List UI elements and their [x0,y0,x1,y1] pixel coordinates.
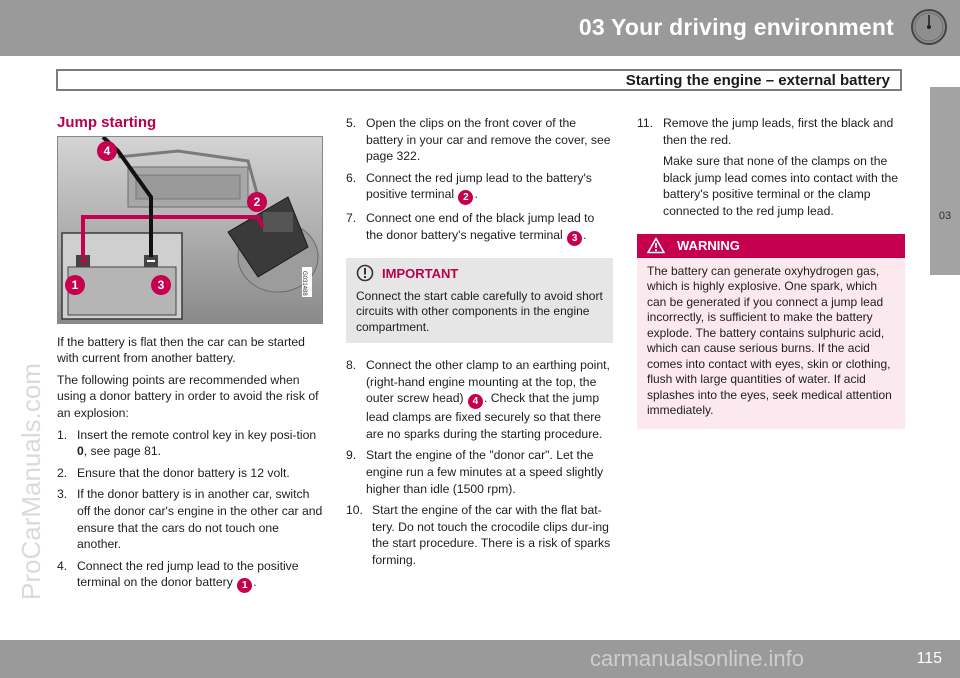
figure-code: G031488 [301,270,307,296]
step-number: 4. [57,558,68,573]
step-text: . [583,227,587,242]
column-middle [346,115,613,574]
step-text: Start the engine of the car with the flat bat-tery. Do not touch the crocodile clips dur-ing the start procedure. There is a risk of sparks forming. [372,503,611,567]
intro-paragraph: The following points are recommended when using a donor battery in order to avoid the risk of an explosion: [57,372,319,420]
step-text: Connect one end of the black jump lead to the donor battery's negative terminal [366,211,595,242]
step-note: Make sure that none of the clamps on the black jump lead comes into contact with the battery's positive terminal or the clamp connected to the red jump lead. [663,154,899,218]
watermark-bottom: carmanualsonline.info [590,646,805,671]
chapter-title: 03 Your driving environment [578,14,894,40]
warning-triangle-icon [647,237,665,254]
steps-list [346,357,613,569]
list-item [637,115,905,220]
step-number: 6. [346,170,357,185]
warning-box [637,234,905,429]
step-number: 3. [57,487,68,502]
callout-1: 1 [65,275,85,295]
callout-2: 2 [247,192,267,212]
steps-list [57,427,323,594]
chapter-tab-number: 03 [938,210,952,222]
intro-paragraph: If the battery is flat then the car can be started with current from another battery. [57,334,305,366]
step-number: 9. [346,448,357,463]
speedometer-icon [910,8,948,46]
step-number: 2. [57,465,68,480]
step-text: Remove the jump leads, first the black and then the red. [663,116,894,147]
warning-text: The battery can generate oxyhydrogen gas, which is highly explosive. One spark, which can be generated if you connect a jump lead incorrectly, is sufficient to make the battery explode. The battery contains sulphuric acid, which can cause serious burns. If the acid comes into contact with eyes, skin or clothing, flush with large quantities of water. If acid splashes into the eyes, seek medical attention immediately. [647,263,892,418]
list-item [57,465,323,482]
steps-list [346,115,613,246]
step-text: Connect the red jump lead to the battery's positive terminal [366,170,592,202]
section-title: Starting the engine – external battery [625,72,890,89]
list-item [346,115,613,165]
step-number: 10. [346,503,363,518]
chapter-tab [930,87,960,275]
step-text: Connect the other clamp to an earthing point, (right-hand engine mounting at the top, the outer screw head) [366,358,610,406]
exclamation-circle-icon [356,264,374,282]
list-item [346,357,613,442]
column-left [57,115,323,598]
step-number: 7. [346,211,357,226]
step-text: Open the clips on the front cover of the battery in your car and remove the cover, see page 322. [366,116,611,164]
step-text: Insert the remote control key in key posi-tion [77,427,317,442]
callout-badge: 1 [237,578,252,593]
page-number: 115 [916,650,942,667]
warning-header [637,234,905,258]
sub-heading: Jump starting [57,114,157,131]
steps-list [637,115,905,220]
list-item [57,486,323,552]
important-box [346,258,613,343]
callout-4: 4 [97,141,117,161]
column-right [637,115,905,429]
step-text: . [253,575,257,590]
important-title: IMPORTANT [382,265,459,281]
step-text: Start the engine of the "donor car". Let the engine run a few minutes at a speed slightly higher than idle (1500 rpm). [366,448,604,496]
list-item [346,170,613,206]
callout-3: 3 [151,275,171,295]
step-number: 1. [57,427,68,442]
callout-badge: 4 [468,394,483,409]
step-text: , see page 81. [83,444,162,459]
important-header [356,264,603,283]
list-item [346,210,613,246]
engine-bay-drawing [58,137,322,323]
battery-illustration [57,136,323,324]
list-item [346,502,613,568]
list-item [57,427,323,460]
step-number: 8. [346,358,357,373]
callout-badge: 2 [458,190,473,205]
warning-title: WARNING [677,237,740,253]
step-text: Connect the red jump lead to the positive terminal on the donor battery [77,558,299,590]
step-number: 11. [637,116,654,130]
important-text: Connect the start cable carefully to avoid short circuits with other components in the engine compartment. [356,288,603,334]
step-text: If the donor battery is in another car, switch off the donor car's engine in the other car and ensure that the cars do not touch one another. [77,487,323,552]
callout-badge: 3 [567,231,582,246]
step-number: 5. [346,116,357,130]
footer-band [0,640,960,678]
list-item [57,558,323,594]
step-text: . Check that the jump lead clamps are fixed securely so that there are no sparks during the starting procedure. [366,391,603,441]
section-title-bar [56,69,902,91]
key-position: 0 [77,444,84,459]
step-text: Ensure that the donor battery is 12 volt. [77,465,290,480]
list-item [346,447,613,497]
watermark-left: ProCarManuals.com [16,363,46,600]
step-text: . [474,187,478,202]
